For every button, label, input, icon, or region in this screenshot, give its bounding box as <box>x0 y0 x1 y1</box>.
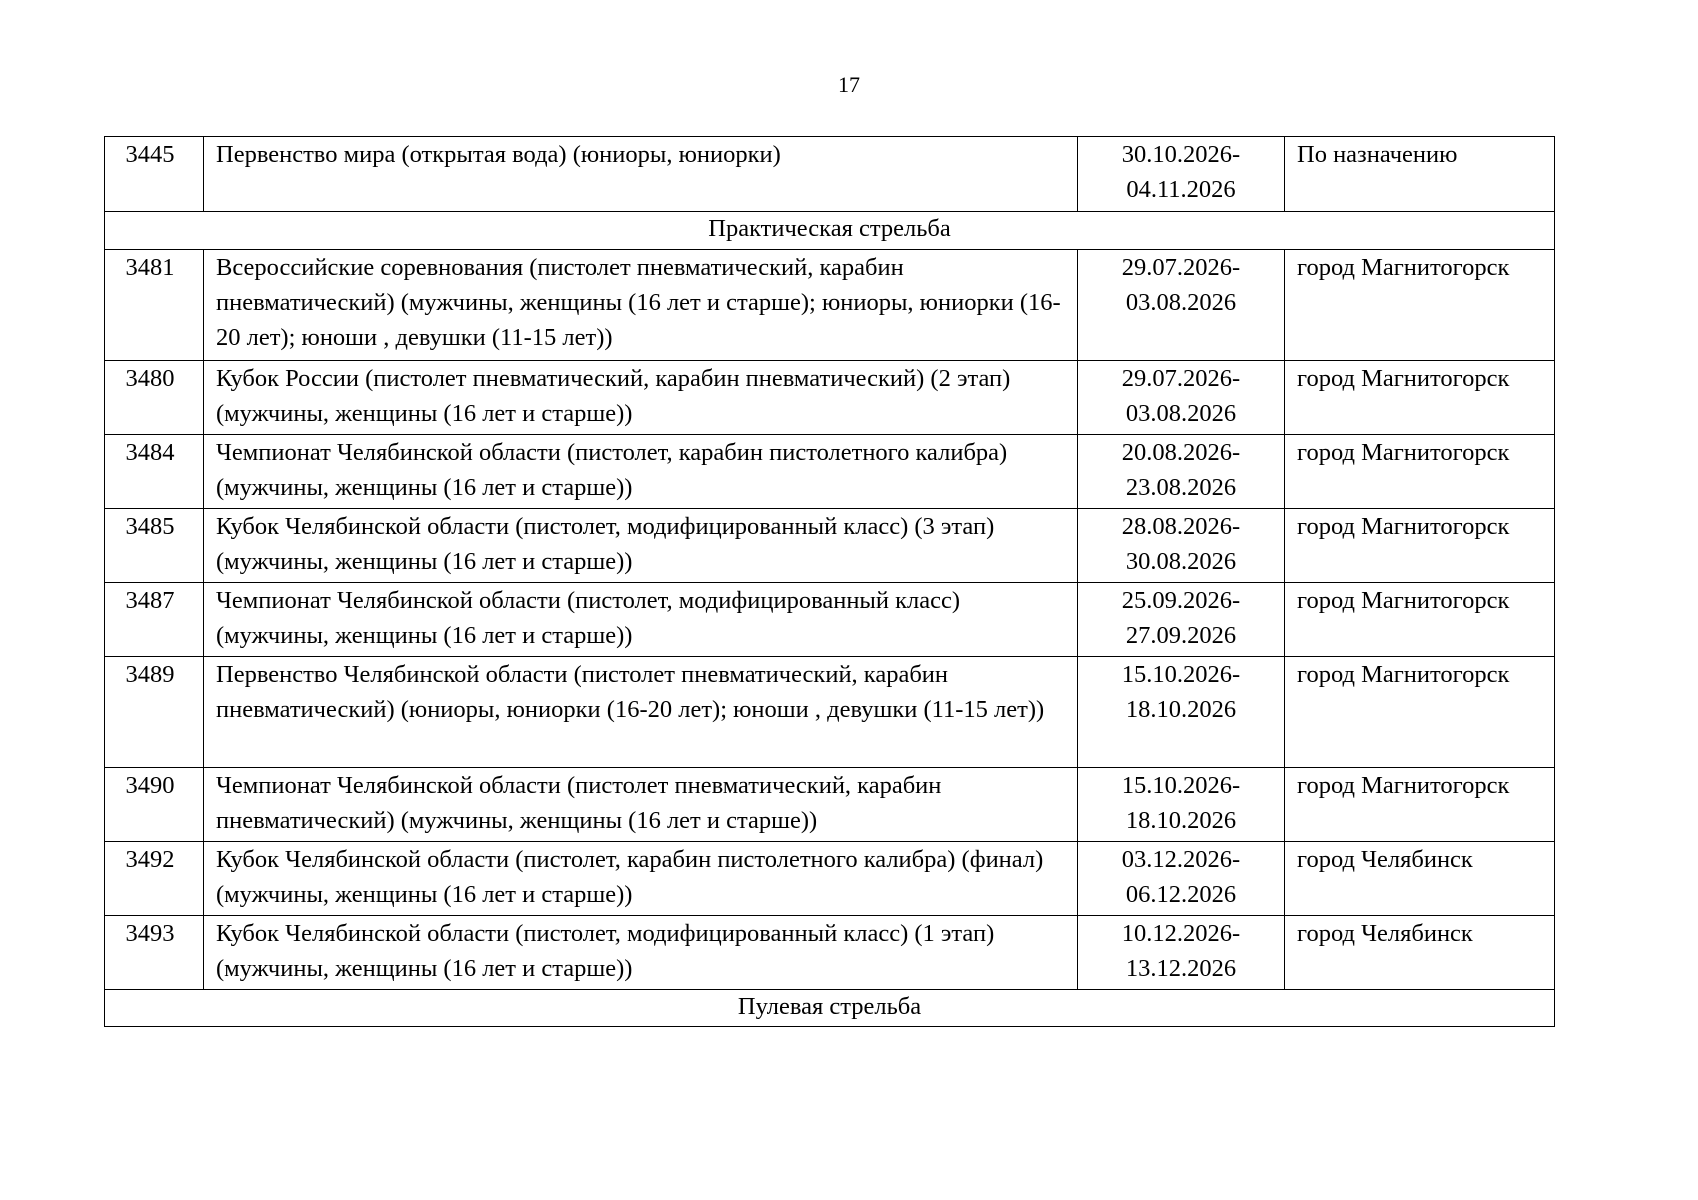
event-place: город Магнитогорск <box>1285 435 1555 509</box>
event-number: 3492 <box>105 842 204 916</box>
table-row <box>105 509 1555 583</box>
table-row <box>105 916 1555 990</box>
table-row <box>105 657 1555 768</box>
event-name: Всероссийские соревнования (пистолет пневматический, карабин пневматический) (мужчины, женщины (16 лет и старше); юниоры, юниорки (16-20 лет); юноши , девушки (11-15 лет)) <box>204 250 1078 361</box>
date-end: 03.08.2026 <box>1125 289 1237 316</box>
event-name: Чемпионат Челябинской области (пистолет, карабин пистолетного калибра) (мужчины, женщины (16 лет и старше)) <box>204 435 1078 509</box>
event-dates <box>1078 250 1285 361</box>
date-start: 28.08.2026- <box>1121 513 1241 540</box>
event-dates <box>1078 137 1285 212</box>
table-row <box>105 250 1555 361</box>
event-place: город Магнитогорск <box>1285 657 1555 768</box>
event-name: Кубок Челябинской области (пистолет, карабин пистолетного калибра) (финал) (мужчины, женщины (16 лет и старше)) <box>204 842 1078 916</box>
date-end: 06.12.2026 <box>1125 881 1237 908</box>
event-dates <box>1078 435 1285 509</box>
date-end: 04.11.2026 <box>1126 176 1236 203</box>
event-name: Кубок Челябинской области (пистолет, модифицированный класс) (3 этап) (мужчины, женщины (16 лет и старше)) <box>204 509 1078 583</box>
date-end: 23.08.2026 <box>1125 474 1237 501</box>
event-number: 3480 <box>105 361 204 435</box>
event-place: город Магнитогорск <box>1285 583 1555 657</box>
event-name: Кубок Челябинской области (пистолет, модифицированный класс) (1 этап) (мужчины, женщины (16 лет и старше)) <box>204 916 1078 990</box>
event-dates <box>1078 842 1285 916</box>
event-place: город Челябинск <box>1285 916 1555 990</box>
event-place: город Магнитогорск <box>1285 361 1555 435</box>
table-row <box>105 137 1555 212</box>
date-start: 30.10.2026- <box>1121 141 1241 168</box>
event-name: Первенство мира (открытая вода) (юниоры, юниорки) <box>204 137 1078 212</box>
event-dates <box>1078 509 1285 583</box>
table-row <box>105 361 1555 435</box>
event-dates <box>1078 916 1285 990</box>
event-number: 3445 <box>105 137 204 212</box>
event-number: 3489 <box>105 657 204 768</box>
event-place: город Магнитогорск <box>1285 509 1555 583</box>
date-start: 10.12.2026- <box>1121 920 1241 947</box>
section-title: Пулевая стрельба <box>105 990 1555 1027</box>
events-table-body <box>105 137 1555 1027</box>
event-place: По назначению <box>1285 137 1555 212</box>
date-start: 20.08.2026- <box>1121 439 1241 466</box>
page-number: 17 <box>838 72 860 97</box>
table-row <box>105 842 1555 916</box>
event-number: 3490 <box>105 768 204 842</box>
date-start: 25.09.2026- <box>1121 587 1241 614</box>
event-place: город Магнитогорск <box>1285 768 1555 842</box>
event-number: 3481 <box>105 250 204 361</box>
section-row <box>105 212 1555 250</box>
date-end: 30.08.2026 <box>1125 548 1237 575</box>
date-end: 13.12.2026 <box>1125 955 1237 982</box>
event-dates <box>1078 583 1285 657</box>
event-number: 3487 <box>105 583 204 657</box>
date-end: 03.08.2026 <box>1125 400 1237 427</box>
date-end: 18.10.2026 <box>1125 807 1237 834</box>
date-end: 27.09.2026 <box>1125 622 1237 649</box>
date-start: 03.12.2026- <box>1121 846 1241 873</box>
event-name: Чемпионат Челябинской области (пистолет пневматический, карабин пневматический) (мужчины, женщины (16 лет и старше)) <box>204 768 1078 842</box>
date-start: 29.07.2026- <box>1121 365 1241 392</box>
event-number: 3493 <box>105 916 204 990</box>
event-number: 3485 <box>105 509 204 583</box>
date-start: 15.10.2026- <box>1121 661 1241 688</box>
date-end: 18.10.2026 <box>1125 696 1237 723</box>
date-start: 15.10.2026- <box>1121 772 1241 799</box>
event-dates <box>1078 768 1285 842</box>
event-number: 3484 <box>105 435 204 509</box>
section-title: Практическая стрельба <box>105 212 1555 250</box>
event-name: Кубок России (пистолет пневматический, карабин пневматический) (2 этап) (мужчины, женщины (16 лет и старше)) <box>204 361 1078 435</box>
table-row <box>105 768 1555 842</box>
event-name: Первенство Челябинской области (пистолет пневматический, карабин пневматический) (юниоры, юниорки (16-20 лет); юноши , девушки (11-15 лет)) <box>204 657 1078 768</box>
events-table <box>104 136 1555 1027</box>
event-dates <box>1078 361 1285 435</box>
event-dates <box>1078 657 1285 768</box>
table-row <box>105 435 1555 509</box>
event-place: город Челябинск <box>1285 842 1555 916</box>
section-row <box>105 990 1555 1027</box>
table-row <box>105 583 1555 657</box>
event-place: город Магнитогорск <box>1285 250 1555 361</box>
event-name: Чемпионат Челябинской области (пистолет, модифицированный класс) (мужчины, женщины (16 лет и старше)) <box>204 583 1078 657</box>
date-start: 29.07.2026- <box>1121 254 1241 281</box>
